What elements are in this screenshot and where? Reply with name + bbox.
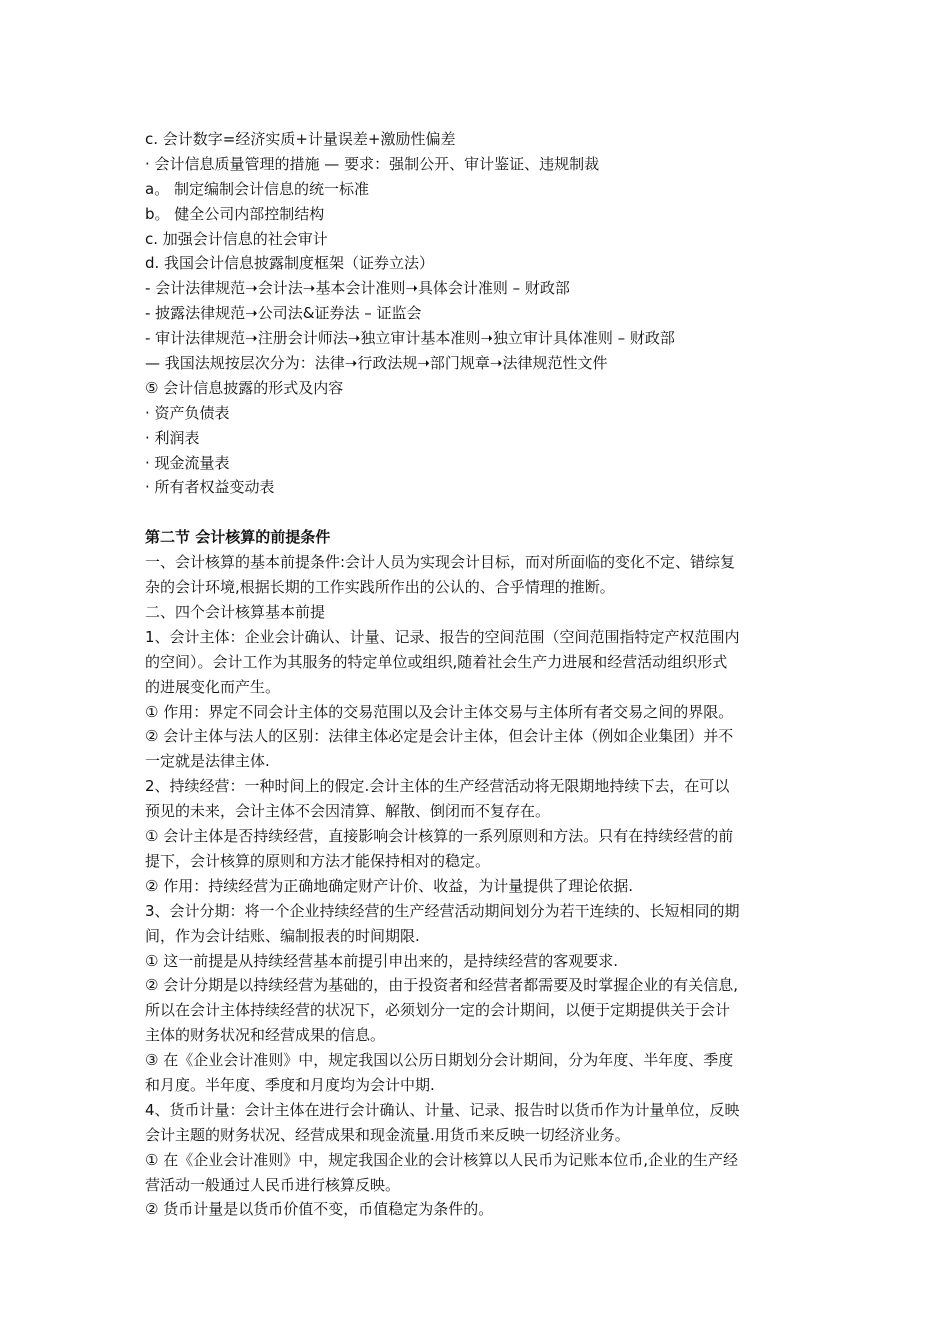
text-line: 间，作为会计结账、编制报表的时间期限.	[145, 926, 420, 945]
text-line: - 披露法律规范➝公司法&证券法 – 证监会	[145, 304, 422, 323]
section-a	[145, 127, 813, 500]
text-line: 的进展变化而产生。	[145, 677, 281, 696]
text-line: 二、四个会计核算基本前提	[145, 603, 326, 622]
text-line: ② 作用：持续经营为正确地确定财产计价、收益，为计量提供了理论依据.	[145, 876, 633, 895]
section-heading: 第二节 会计核算的前提条件	[145, 528, 331, 547]
text-line: — 我国法规按层次分为：法律➝行政法规➝部门规章➝法律规范性文件	[145, 354, 608, 373]
text-line: 3、会计分期：将一个企业持续经营的生产经营活动期间划分为若干连续的、长短相同的期	[145, 901, 740, 920]
paragraph-gap	[145, 500, 813, 525]
text-line: ⑤ 会计信息披露的形式及内容	[145, 378, 344, 397]
text-line: ① 会计主体是否持续经营，直接影响会计核算的一系列原则和方法。只有在持续经营的前	[145, 827, 734, 846]
section-b	[145, 525, 813, 1222]
text-line: · 会计信息质量管理的措施 — 要求：强制公开、审计鉴证、违规制裁	[145, 154, 600, 173]
text-line: ① 在《企业会计准则》中，规定我国企业的会计核算以人民币为记账本位币,企业的生产经	[145, 1150, 738, 1169]
text-line: 1、会计主体：企业会计确认、计量、记录、报告的空间范围（空间范围指特定产权范围内	[145, 627, 740, 646]
text-line: 杂的会计环境,根据长期的工作实践所作出的公认的、合乎情理的推断。	[145, 578, 615, 597]
text-line: · 资产负债表	[145, 403, 230, 422]
text-line: 预见的未来，会计主体不会因清算、解散、倒闭而不复存在。	[145, 802, 551, 821]
text-line: · 所有者权益变动表	[145, 478, 275, 497]
text-line: 4、货币计量：会计主体在进行会计确认、计量、记录、报告时以货币作为计量单位，反映	[145, 1100, 740, 1119]
text-line: c. 加强会计信息的社会审计	[145, 229, 328, 248]
text-line: · 利润表	[145, 428, 200, 447]
text-line: - 审计法律规范➝注册会计师法➝独立审计基本准则➝独立审计具体准则 – 财政部	[145, 329, 675, 348]
text-line: 一定就是法律主体.	[145, 752, 270, 771]
text-line: ② 货币计量是以货币价值不变，币值稳定为条件的。	[145, 1200, 494, 1219]
text-line: 主体的财务状况和经营成果的信息。	[145, 1026, 386, 1045]
text-line: ③ 在《企业会计准则》中，规定我国以公历日期划分会计期间，分为年度、半年度、季度	[145, 1051, 734, 1070]
text-line: d. 我国会计信息披露制度框架（证券立法）	[145, 254, 435, 273]
text-line: ② 会计主体与法人的区别：法律主体必定是会计主体，但会计主体（例如企业集团）并不	[145, 727, 734, 746]
text-line: 营活动一般通过人民币进行核算反映。	[145, 1175, 401, 1194]
document-page	[145, 127, 813, 1222]
text-line: 所以在会计主体持续经营的状况下，必须划分一定的会计期间，以便于定期提供关于会计	[145, 1001, 731, 1020]
text-line: 会计主题的财务状况、经营成果和现金流量.用货币来反映一切经济业务。	[145, 1125, 630, 1144]
text-line: - 会计法律规范➝会计法➝基本会计准则➝具体会计准则 – 财政部	[145, 279, 570, 298]
text-line: c. 会计数字=经济实质+计量误差+激励性偏差	[145, 130, 456, 148]
text-line: 提下，会计核算的原则和方法才能保持相对的稳定。	[145, 851, 491, 870]
text-line: a。 制定编制会计信息的统一标准	[145, 179, 369, 198]
text-line: ① 作用：界定不同会计主体的交易范围以及会计主体交易与主体所有者交易之间的界限。	[145, 702, 734, 721]
text-line: 的空间）。会计工作为其服务的特定单位或组织,随着社会生产力进展和经营活动组织形式	[145, 652, 728, 671]
text-line: 2、持续经营：一种时间上的假定.会计主体的生产经营活动将无限期地持续下去，在可以	[145, 777, 730, 796]
text-line: 和月度。半年度、季度和月度均为会计中期.	[145, 1075, 435, 1094]
text-line: ① 这一前提是从持续经营基本前提引申出来的，是持续经营的客观要求.	[145, 951, 618, 970]
text-line: · 现金流量表	[145, 453, 230, 472]
text-line: ② 会计分期是以持续经营为基础的，由于投资者和经营者都需要及时掌握企业的有关信息,	[145, 976, 738, 995]
text-line: b。 健全公司内部控制结构	[145, 204, 325, 223]
text-line: 一、会计核算的基本前提条件:会计人员为实现会计目标，而对所面临的变化不定、错综复	[145, 553, 736, 572]
